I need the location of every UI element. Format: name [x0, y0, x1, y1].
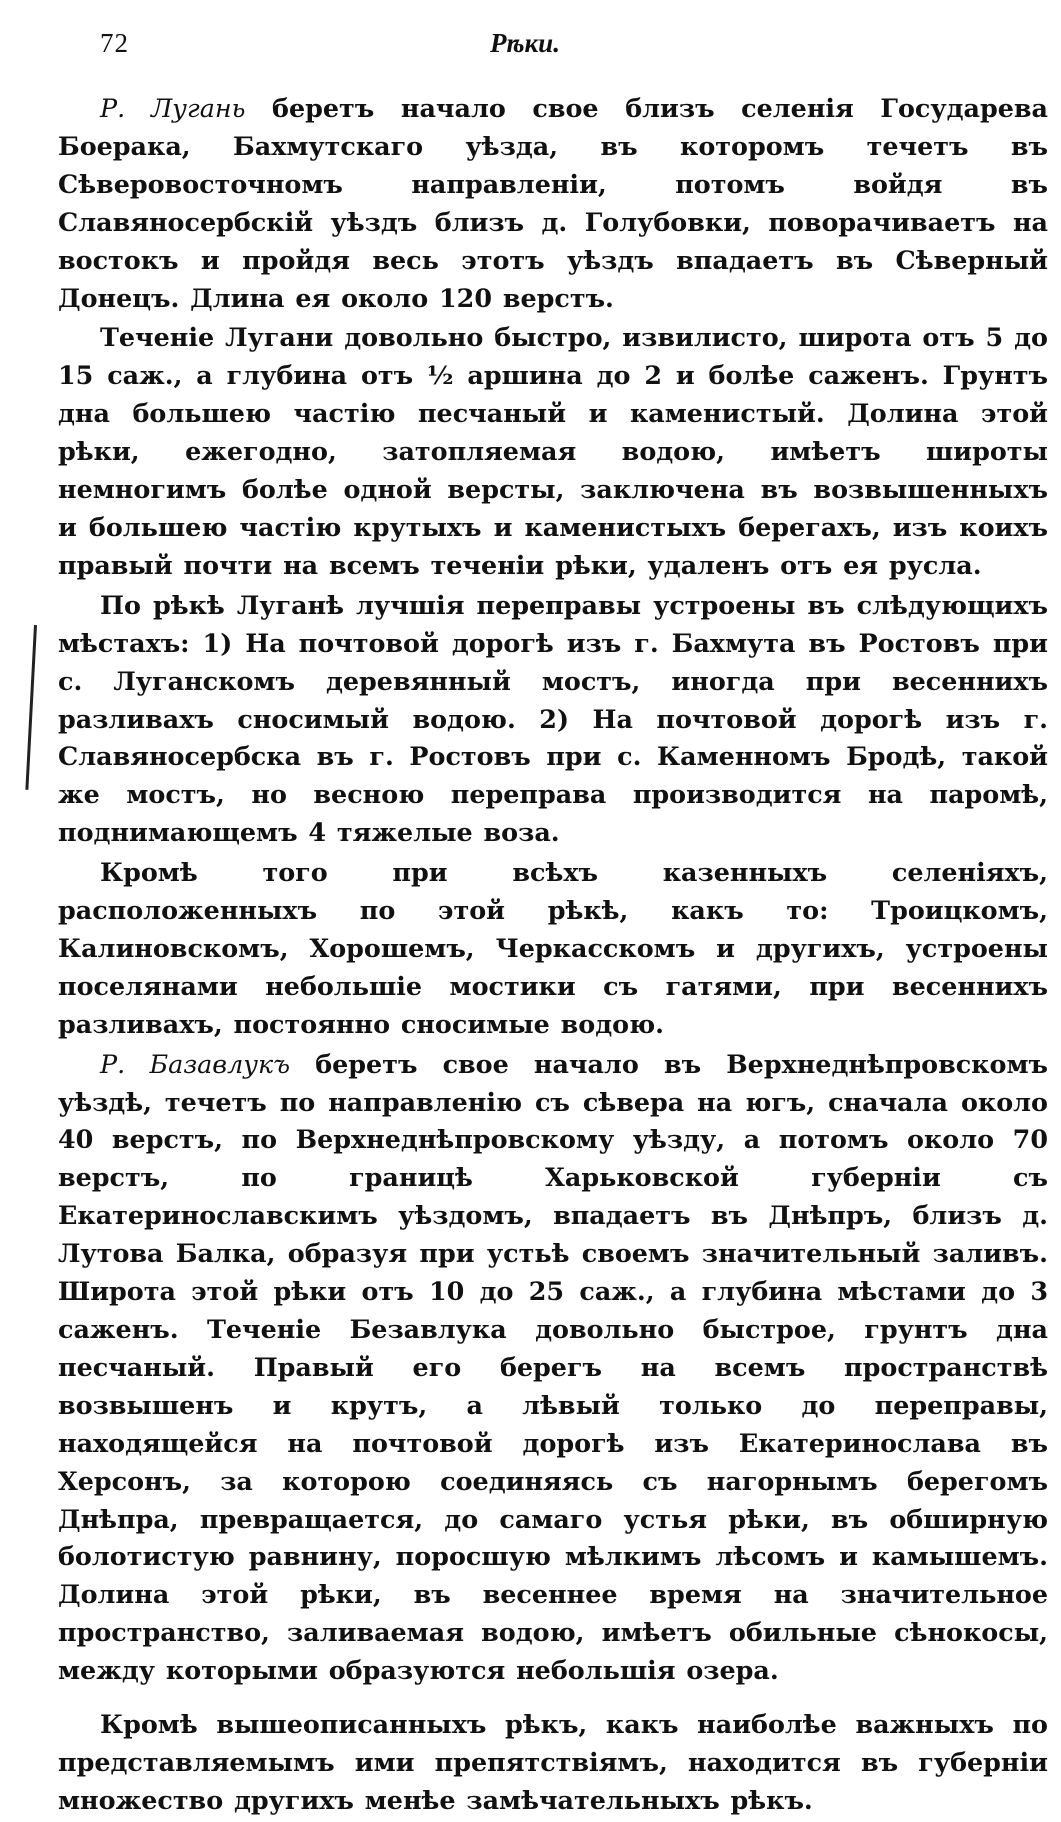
paragraph-text: По рѣкѣ Луганѣ лучшія переправы устроены въ слѣдующихъ мѣстахъ: 1) На почтовой дорогѣ изъ г. Бахмута въ Ростовъ при с. Луганскомъ деревянный мостъ, иногда при весеннихъ разливахъ сносимый водою. 2) На почтовой дорогѣ изъ г. Славяносербска въ г. Ростовъ при с. Каменномъ Бродѣ, такой же мостъ, но весною переправа производится на паромѣ, поднимающемъ 4 тяжелые воза.	[58, 589, 1048, 848]
paragraph-text: Кромѣ вышеописанныхъ рѣкъ, какъ наиболѣе важныхъ по представляемымъ ими препятствіямъ, находится въ губерніи множество другихъ менѣе замѣчательныхъ рѣкъ.	[58, 1709, 1048, 1815]
paragraph-text: Теченіе Лугани довольно быстро, извилисто, широта отъ 5 до 15 саж., а глубина отъ ½ аршина до 2 и болѣе саженъ. Грунтъ дна большею частію песчаный и каменистый. Долина этой рѣки, ежегодно, затопляемая водою, имѣетъ широты немногимъ болѣе одной версты, заключена въ возвышенныхъ и большею частію крутыхъ и каменистыхъ берегахъ, изъ коихъ правый почти на всемъ теченіи рѣки, удаленъ отъ ея русла.	[58, 322, 1048, 580]
paragraph-other-rivers	[58, 1706, 1048, 1820]
margin-pencil-mark	[25, 625, 37, 790]
paragraph-lugan-intro	[58, 90, 1048, 317]
page-number: 72	[100, 28, 129, 58]
paragraph-bazavluk	[58, 1046, 1048, 1690]
river-name-bazavluk: Р. Базавлукъ	[100, 1048, 291, 1079]
paragraph-lugan-current	[58, 319, 1048, 584]
body-text	[58, 90, 1048, 1822]
paragraph-lugan-bridges	[58, 854, 1048, 1044]
paragraph-text: беретъ свое начало въ Верхнеднѣпровскомъ уѣздѣ, течетъ по направленію съ сѣвера на югъ, сначала около 40 верстъ, по Верхнеднѣпровскому уѣзду, а потомъ около 70 верстъ, по границѣ Харьковской губерніи съ Екатеринославскимъ уѣздомъ, впадаетъ въ Днѣпръ, близъ д. Лутова Балка, образуя при устьѣ своемъ значительный заливъ. Широта этой рѣки отъ 10 до 25 саж., а глубина мѣстами до 3 саженъ. Теченіе Безавлука довольно быстрое, грунтъ дна песчаный. Правый его берегъ на всемъ пространствѣ возвышенъ и крутъ, а лѣвый только до переправы, находящейся на почтовой дорогѣ изъ Екатеринослава въ Херсонъ, за которою соединяясь съ нагорнымъ берегомъ Днѣпра, превращается, до самаго устья рѣки, въ обширную болотистую равнину, поросшую мѣлкимъ лѣсомъ и камышемъ. Долина этой рѣки, въ весеннее время на значительное пространство, заливаемая водою, имѣетъ обильные сѣнокосы, между которыми образуются небольшія озера.	[58, 1048, 1048, 1686]
paragraph-text: беретъ начало свое близъ селенія Государева Боерака, Бахмутскаго уѣзда, въ которомъ течетъ въ Сѣверовосточномъ направленіи, потомъ войдя въ Славяносербскій уѣздъ близъ д. Голубовки, поворачиваетъ на востокъ и пройдя весь этотъ уѣздъ впадаетъ въ Сѣверный Донецъ. Длина ея около 120 верстъ.	[58, 93, 1048, 313]
paragraph-text: Кромѣ того при всѣхъ казенныхъ селеніяхъ, расположенныхъ по этой рѣкѣ, какъ то: Троицкомъ, Калиновскомъ, Хорошемъ, Черкасскомъ и другихъ, устроены поселянами небольшіе мостики съ гатями, при весеннихъ разливахъ, постоянно сносимые водою.	[58, 857, 1048, 1039]
paragraph-lugan-crossings	[58, 587, 1048, 852]
page-header	[100, 28, 1000, 68]
running-title: Рѣки.	[490, 28, 560, 58]
river-name-lugan: Р. Лугань	[100, 93, 246, 123]
